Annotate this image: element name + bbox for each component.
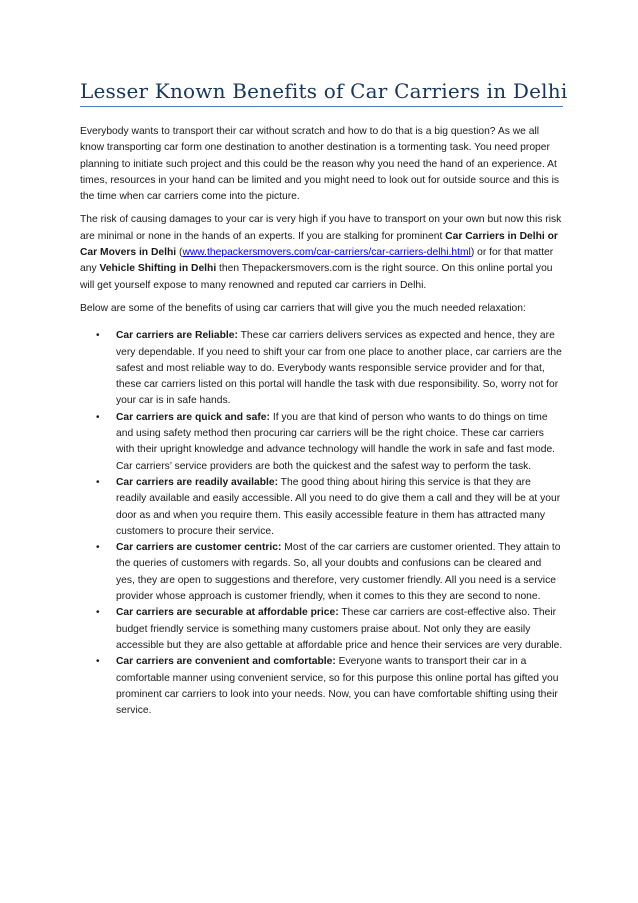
paragraph-text: ( bbox=[176, 247, 183, 259]
second-paragraph bbox=[80, 212, 563, 293]
benefits-intro: Below are some of the benefits of using car carriers that will give you the much needed relaxation: bbox=[80, 302, 526, 314]
bold-keyword-vehicle-shifting: Vehicle Shifting in Delhi bbox=[99, 263, 217, 275]
bullet-icon: • bbox=[96, 476, 100, 488]
list-item-heading: Car carriers are readily available: bbox=[116, 476, 278, 488]
paragraph-text: The risk of causing damages to your car is very high if you have to transport on your own but now this risk are minimal or none in the hands of an experts. If you are stalking for prominent bbox=[80, 214, 562, 242]
list-item-heading: Car carriers are convenient and comfortable: bbox=[116, 656, 336, 668]
list-item-heading: Car carriers are securable at affordable price: bbox=[116, 607, 339, 619]
intro-paragraph: Everybody wants to transport their car without scratch and how to do that is a big question? As we all know transporting car form one destination to another destination is a tormenting task. You need proper planning to initiate such project and this could be the reason why you need the hand of an experience. At times, resources in your hand can be limited and you might need to look out for outside source and this is the time when car carriers come into the picture. bbox=[80, 126, 560, 203]
list-item-heading: Car carriers are quick and safe: bbox=[116, 411, 270, 423]
list-item bbox=[80, 410, 563, 475]
bold-keyword-car-carriers: Car Carriers in Delhi or Car Movers in Delhi bbox=[80, 230, 558, 259]
bullet-icon: • bbox=[96, 607, 100, 619]
list-item-text: Most of the car carriers are customer oriented. They attain to the queries of customers with regards. So, all your doubts and confusions can be cleared and yes, they are open to suggestions and therefore, very customer friendly. All you need is a service provider whose approach is customer friendly, when it comes to this they are second to none. bbox=[116, 542, 561, 603]
list-item bbox=[80, 605, 563, 654]
list-item-heading: Car carriers are Reliable: bbox=[116, 330, 238, 342]
page-title: Lesser Known Benefits of Car Carriers in Delhi bbox=[80, 79, 568, 103]
list-item-text: Everyone wants to transport their car in a comfortable manner using convenient service, so for this purpose this online portal has gifted you prominent car carriers to look into your needs. Now, you can have comfortable shifting using their service. bbox=[116, 656, 559, 717]
list-item-text: These car carriers are cost-effective also. Their budget friendly service is something many customers praise about. Not only they are easily accessible but they are also gettable at affordable price and hence their services are very durable. bbox=[116, 607, 563, 651]
bullet-icon: • bbox=[96, 656, 100, 668]
paragraph-text: then Thepackersmovers.com is the right source. On this online portal you will get yourself expose to many renowned and reputed car carriers in Delhi. bbox=[80, 263, 553, 291]
list-item-text: The good thing about hiring this service is that they are readily available and easily accessible. All you need to do give them a call and they will be at your door as and when you require them. This easily accessible feature in them has attracted many customers to procure their service. bbox=[116, 476, 561, 537]
list-item bbox=[80, 654, 563, 719]
list-item-heading: Car carriers are customer centric: bbox=[116, 542, 282, 554]
list-item bbox=[80, 540, 563, 605]
bullet-icon: • bbox=[96, 411, 100, 423]
list-item bbox=[80, 328, 563, 409]
bullet-icon: • bbox=[96, 330, 100, 342]
benefits-list bbox=[80, 328, 563, 719]
car-carriers-link[interactable]: www.thepackersmovers.com/car-carriers/car-carriers-delhi.html bbox=[182, 247, 471, 259]
list-item-text: If you are that kind of person who wants to do things on time and using safety method then procuring car carriers will be the right choice. These car carriers with their upright knowledge and advance technology will handle the work in safe and fast mode. Car carriers’ service providers are both the quickest and the safest way to perform the task. bbox=[116, 411, 556, 472]
paragraph-text: ) or for that matter any bbox=[80, 247, 554, 275]
list-item bbox=[80, 475, 563, 540]
list-item-text: These car carriers delivers services as expected and hence, they are very dependable. If you need to shift your car from one place to another place, car carriers are the safest and most reliable way to do. Everybody wants responsible service provider and for that, these car carriers listed on this portal will handle the task with due responsibility. So, worry not for your car is in safe hands. bbox=[116, 330, 562, 407]
title-underline bbox=[80, 106, 563, 107]
bullet-icon: • bbox=[96, 542, 100, 554]
